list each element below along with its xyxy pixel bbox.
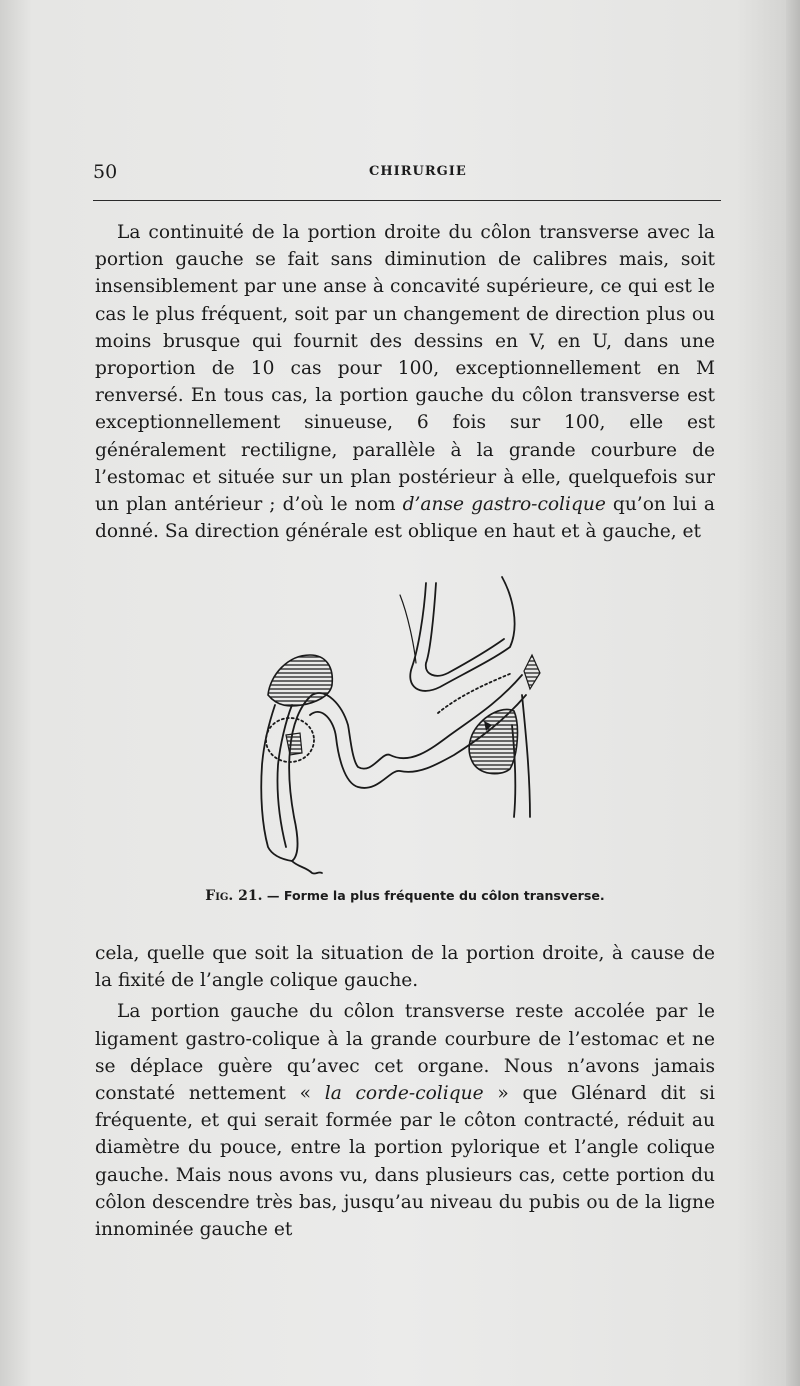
paragraph-1-italic: d’anse gastro-colique [402, 494, 606, 516]
figure-caption-text: — Forme la plus fréquente du côlon transverse. [262, 888, 605, 903]
header-rule [93, 200, 721, 201]
figure-caption [95, 886, 715, 906]
paragraph-1-text: La continuité de la portion droite du côlon transverse avec la portion gauche se fait sans diminution de calibres mais, soit insensiblement par une anse à concavité supérieure, ce qui est le cas le plus fréquent, soit par un changement de direction plus ou moins brusque qui fournit des dessins en V, en U, dans une proportion de 10 cas pour 100, exceptionnellement en M renversé. En tous cas, la portion gauche du côlon transverse est exceptionnellement sinueuse, 6 fois sur 100, elle est généralement rectiligne, parallèle à la grande courbure de l’estomac et située sur un plan postérieur à elle, quelquefois sur un plan antérieur ; d’où le nom [95, 222, 715, 516]
paragraph-1-end: qu’on lui a donné. Sa direction générale est oblique en haut et à gauche, et [95, 494, 715, 543]
liver-hatched [268, 655, 332, 706]
stomach-outline [410, 577, 514, 691]
spleen-hatched [469, 709, 517, 773]
paragraph-3 [95, 998, 715, 1243]
paragraph-3-end: » que Glénard dit si fréquente, et qui serait formée par le côton contracté, réduit au diamètre du pouce, entre la portion pylorique et l’angle colique gauche. Mais nous avons vu, dans plusieurs cas, cette portion du côlon descendre très bas, jusqu’au niveau du pubis ou de la ligne innominée gauche et [95, 1083, 715, 1241]
page-number: 50 [93, 161, 118, 183]
flexure-hatched [286, 733, 302, 755]
paragraph-2: cela, quelle que soit la situation de la portion droite, à cause de la fixité de l’angle colique gauche. [95, 943, 715, 992]
figure-colon-illustration [240, 555, 560, 875]
angle-hatched [524, 655, 540, 689]
paragraph-3-text: La portion gauche du côlon transverse reste accolée par le ligament gastro-colique à la grande courbure de l’estomac et ne se déplace guère qu’avec cet organe. Nous n’avons jamais constaté nettement « [95, 1001, 715, 1105]
paragraph-bottom [95, 940, 715, 1243]
stomach-inner [426, 583, 504, 676]
page-edge-shadow [786, 0, 800, 1386]
colon-drawing [240, 555, 560, 875]
paragraph-3-italic: la corde-colique [324, 1083, 484, 1105]
page-header [93, 158, 721, 188]
paragraph-top [95, 219, 715, 545]
paragraph-1 [95, 219, 715, 545]
figure-label: Fig. 21. [205, 888, 263, 904]
running-title: CHIRURGIE [369, 164, 467, 179]
